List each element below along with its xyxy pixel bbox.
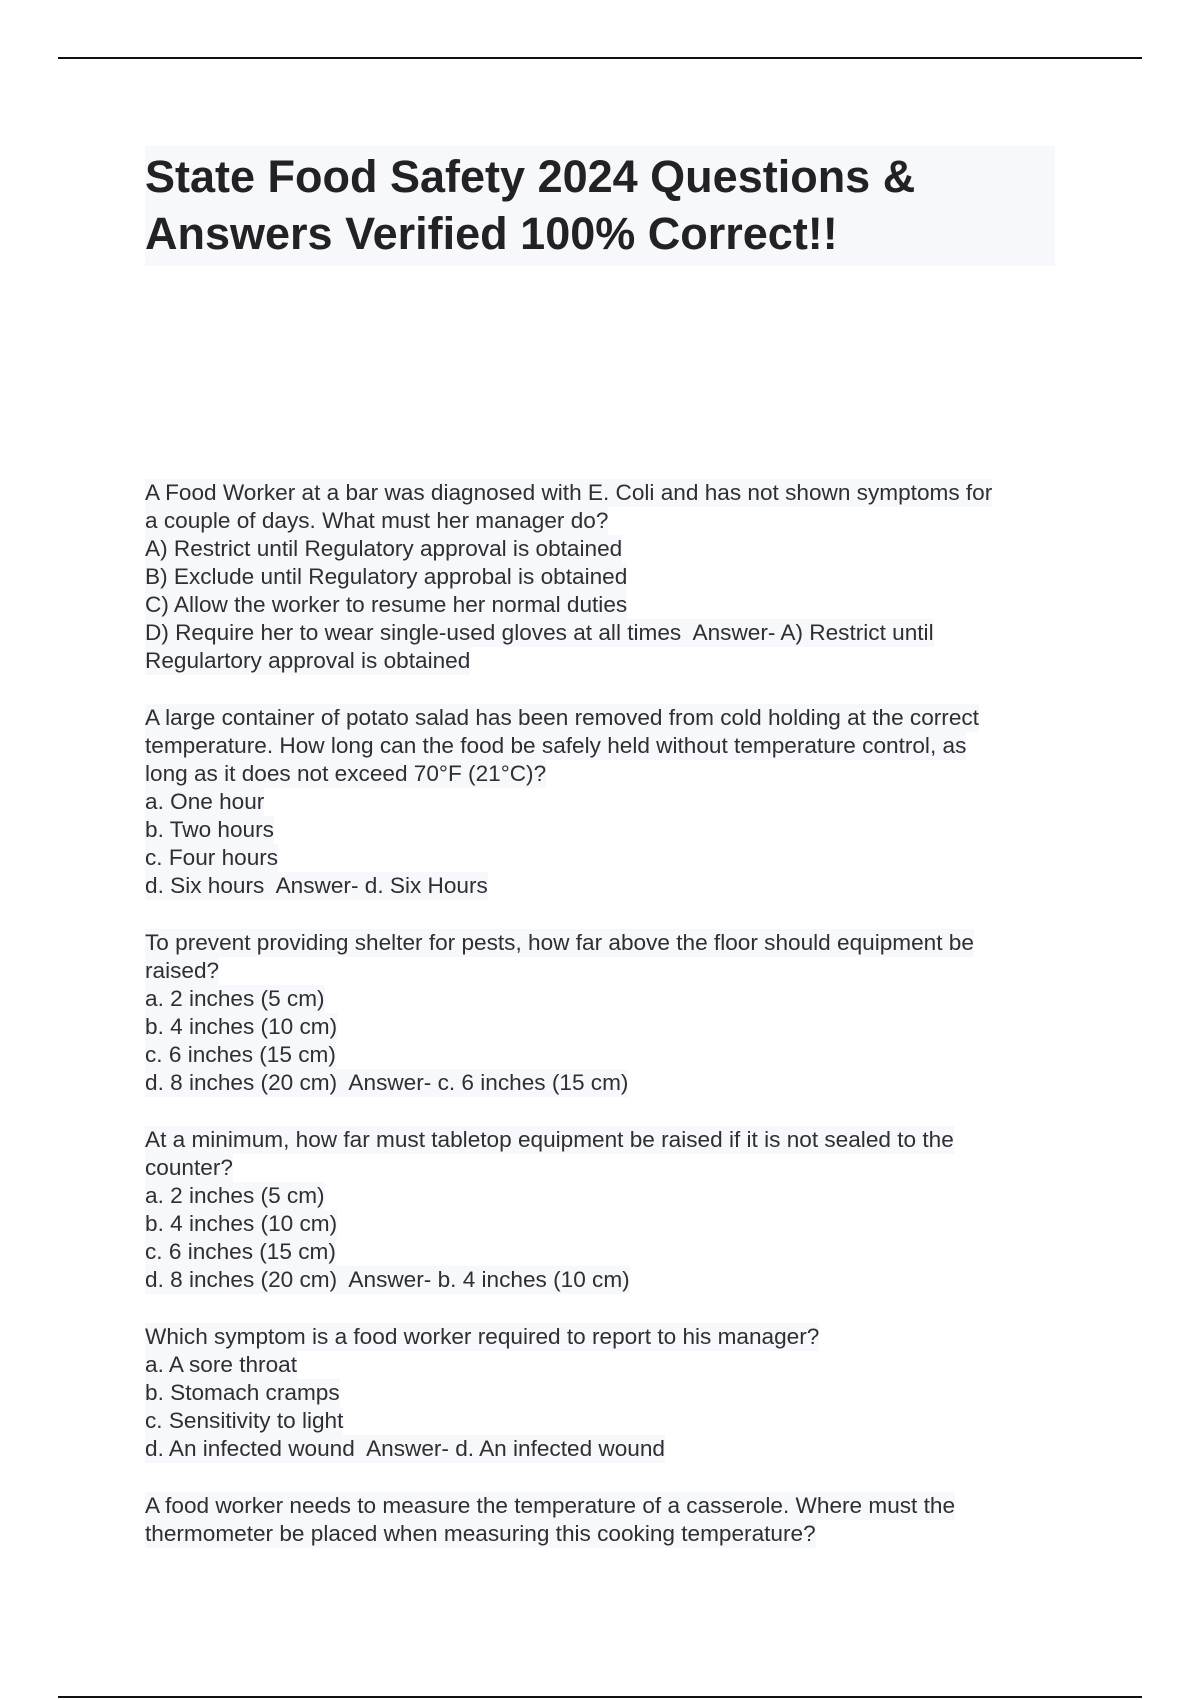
title-line: Answers Verified 100% Correct!! — [145, 208, 838, 259]
question-line: counter? — [145, 1155, 233, 1180]
question-line: long as it does not exceed 70°F (21°C)? — [145, 761, 547, 786]
question-line: Which symptom is a food worker required to report to his manager? — [145, 1324, 820, 1349]
question-block — [145, 704, 1065, 900]
question-line: c. 6 inches (15 cm) — [145, 1239, 336, 1264]
footer-rule — [58, 1696, 1142, 1698]
question-line: A food worker needs to measure the temperature of a casserole. Where must the — [145, 1493, 956, 1518]
question-line: a. 2 inches (5 cm) — [145, 1183, 325, 1208]
document-title — [145, 146, 1055, 266]
question-line: B) Exclude until Regulatory approbal is obtained — [145, 564, 628, 589]
question-line: a. 2 inches (5 cm) — [145, 986, 325, 1011]
question-block — [145, 929, 1065, 1097]
question-line: raised? — [145, 958, 220, 983]
question-line: b. Two hours — [145, 817, 274, 842]
question-line: C) Allow the worker to resume her normal duties — [145, 592, 628, 617]
header-rule — [58, 57, 1142, 59]
question-line: b. 4 inches (10 cm) — [145, 1014, 338, 1039]
question-line: b. 4 inches (10 cm) — [145, 1211, 338, 1236]
question-line: D) Require her to wear single-used gloves at all times Answer- A) Restrict until — [145, 620, 934, 645]
question-line: d. 8 inches (20 cm) Answer- b. 4 inches (10 cm) — [145, 1267, 630, 1292]
document-title-block — [145, 146, 1055, 266]
question-line: A large container of potato salad has been removed from cold holding at the correct — [145, 705, 979, 730]
questions-list — [145, 479, 1065, 1577]
question-line: A Food Worker at a bar was diagnosed with E. Coli and has not shown symptoms for — [145, 480, 993, 505]
question-line: a. A sore throat — [145, 1352, 297, 1377]
question-block — [145, 1492, 1065, 1548]
question-line: d. An infected wound Answer- d. An infected wound — [145, 1436, 665, 1461]
question-line: thermometer be placed when measuring this cooking temperature? — [145, 1521, 816, 1546]
question-line: a couple of days. What must her manager do? — [145, 508, 609, 533]
question-block — [145, 1126, 1065, 1294]
question-line: a. One hour — [145, 789, 265, 814]
question-line: d. Six hours Answer- d. Six Hours — [145, 873, 488, 898]
question-line: To prevent providing shelter for pests, how far above the floor should equipment be — [145, 930, 974, 955]
question-line: b. Stomach cramps — [145, 1380, 340, 1405]
question-line: c. Sensitivity to light — [145, 1408, 344, 1433]
question-line: c. 6 inches (15 cm) — [145, 1042, 336, 1067]
question-line: At a minimum, how far must tabletop equipment be raised if it is not sealed to the — [145, 1127, 954, 1152]
question-line: c. Four hours — [145, 845, 279, 870]
question-line: Regulartory approval is obtained — [145, 648, 471, 673]
question-line: temperature. How long can the food be safely held without temperature control, as — [145, 733, 967, 758]
question-block — [145, 1323, 1065, 1463]
question-line: d. 8 inches (20 cm) Answer- c. 6 inches (15 cm) — [145, 1070, 629, 1095]
question-line: A) Restrict until Regulatory approval is obtained — [145, 536, 623, 561]
question-block — [145, 479, 1065, 675]
title-line: State Food Safety 2024 Questions & — [145, 151, 916, 202]
